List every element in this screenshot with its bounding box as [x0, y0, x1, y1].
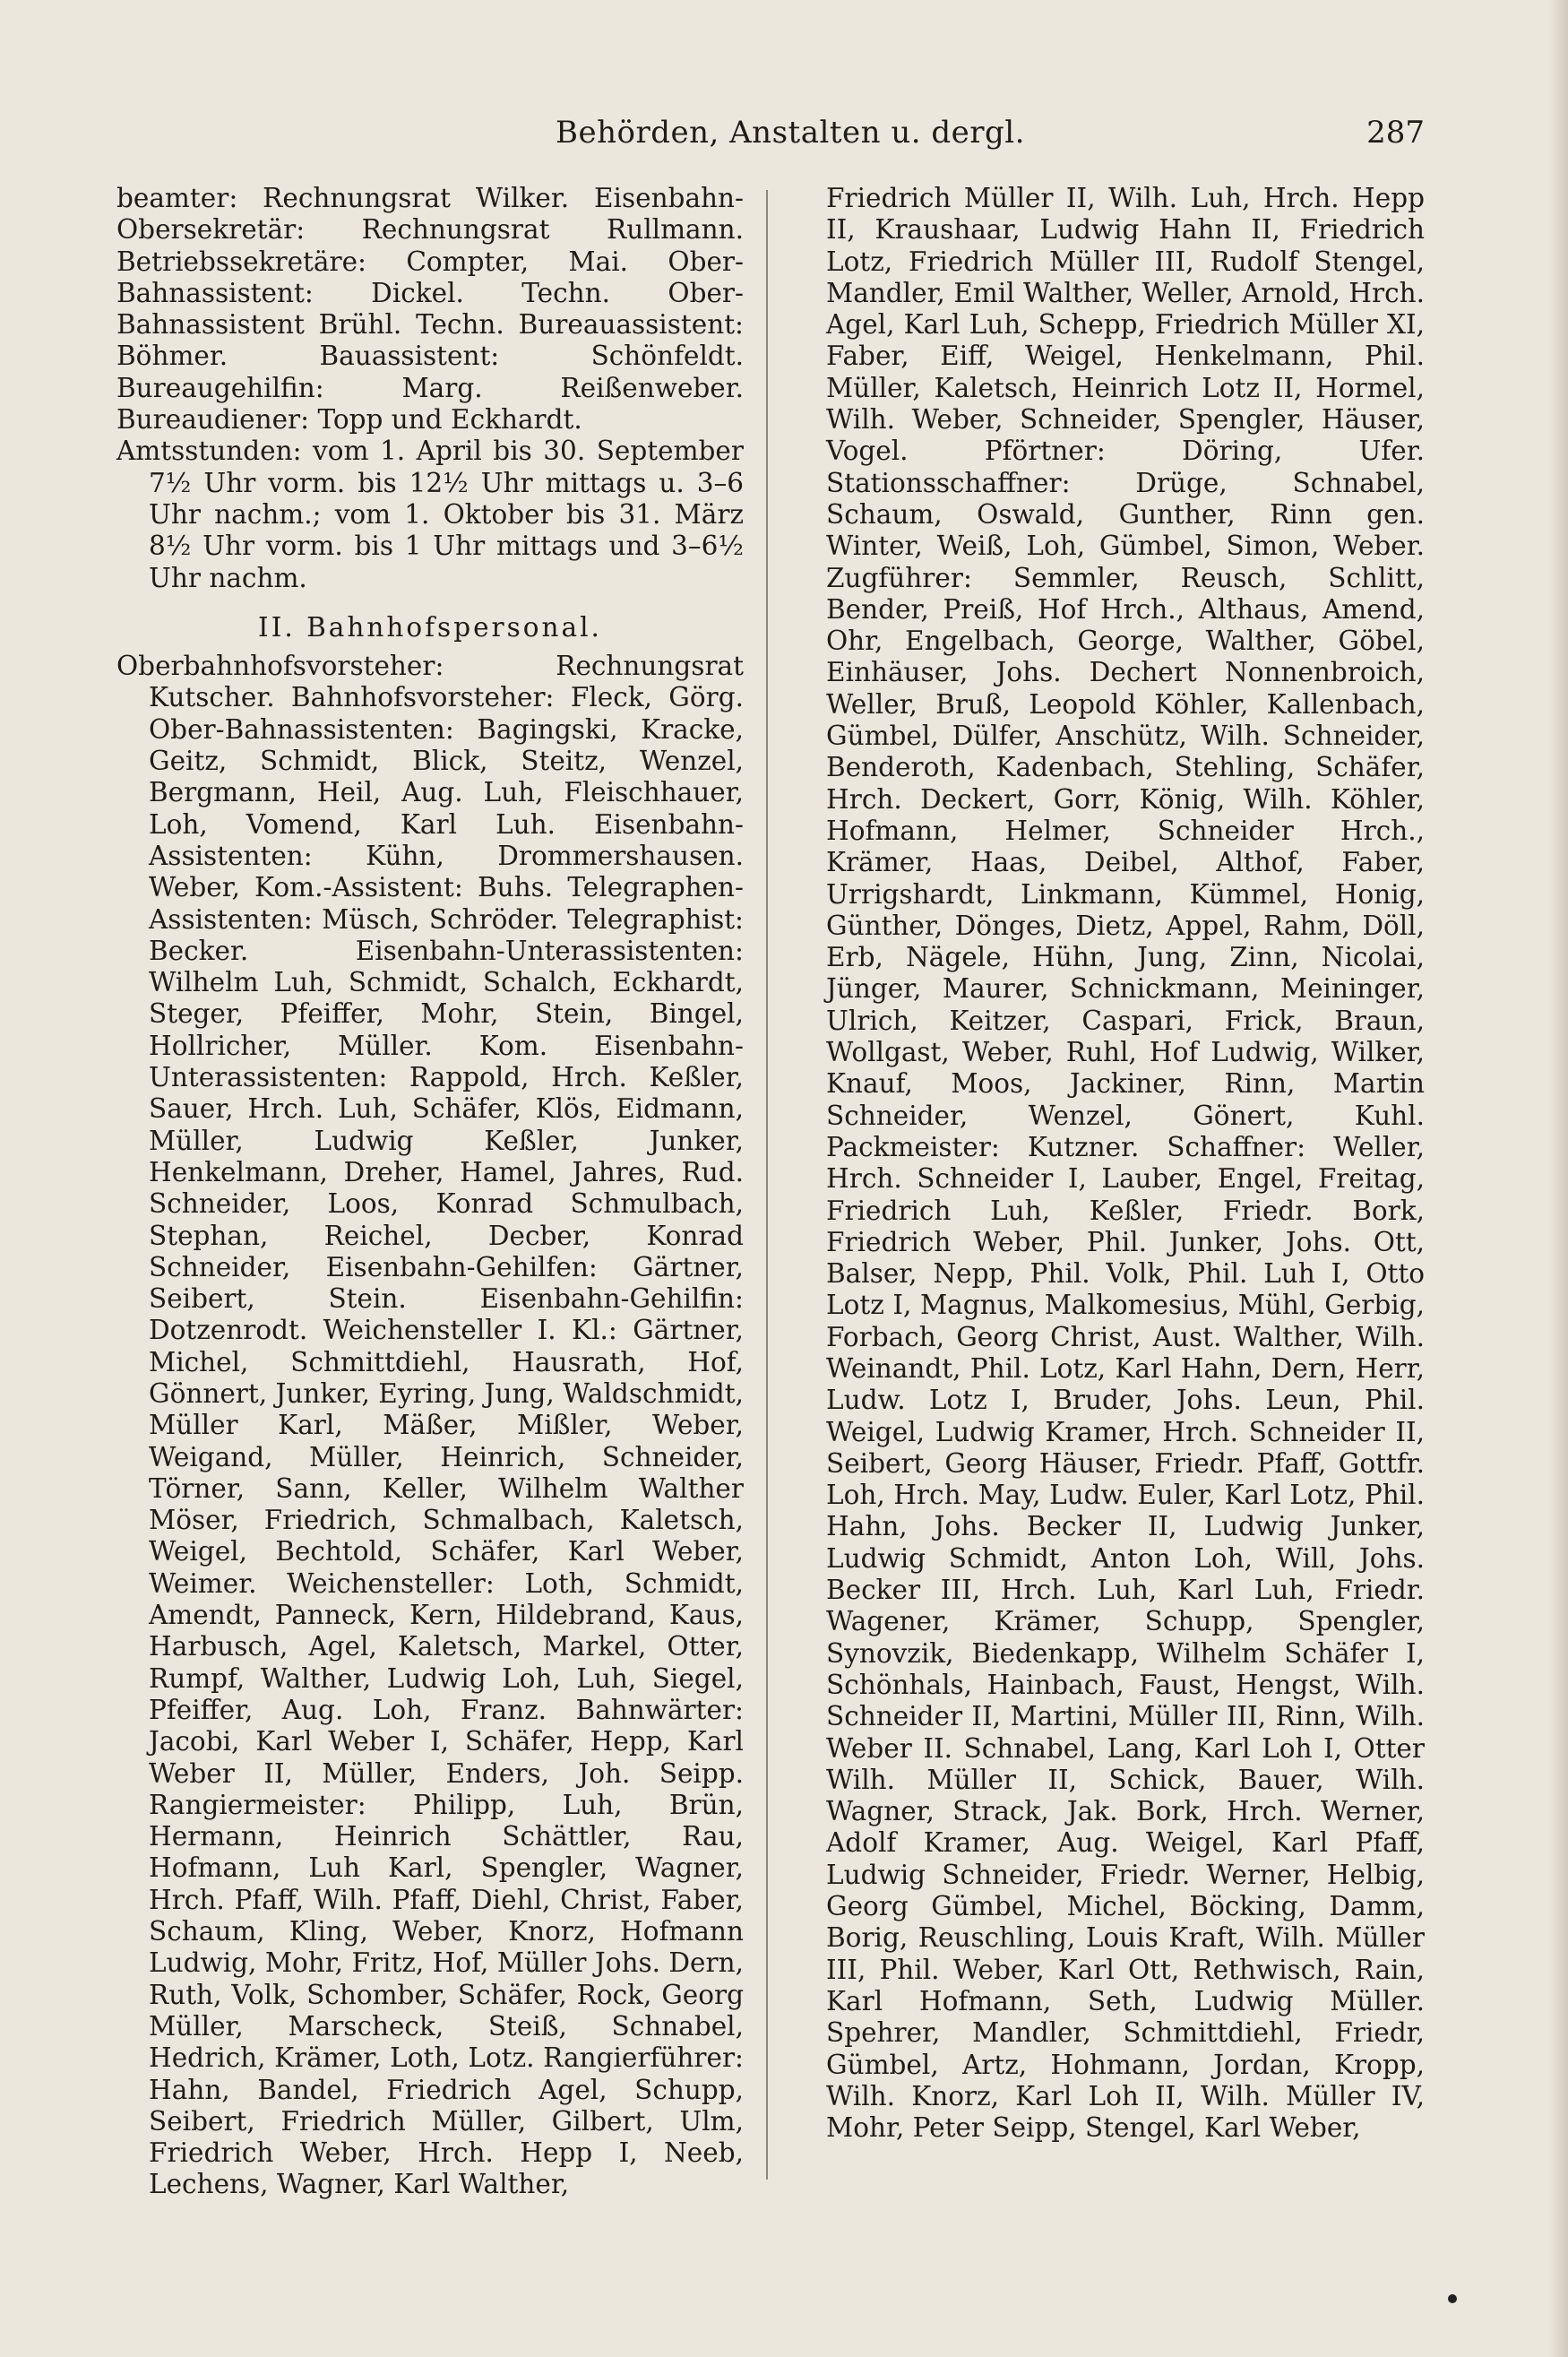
page-number: 287: [1366, 115, 1425, 151]
header-title: Behörden, Anstalten u. dergl.: [556, 115, 1025, 151]
page-edge-shadow: [1548, 0, 1568, 2357]
left-paragraph-station-personnel: Oberbahnhofsvorsteher: Rechnungsrat Kutscher. Bahnhofsvorsteher: Fleck, Görg. Ober-Bahnassistenten: Bagingski, Kracke, Geitz, Schmidt, Blick, Steitz, Wenzel, Bergmann, Heil, Aug. Luh, Fleischhauer, Loh, Vomend, Karl Luh. Eisenbahn-Assistenten: Kühn, Drommershausen. Weber, Kom.-Assistent: Buhs. Telegraphen-Assistenten: Müsch, Schröder. Telegraphist: Becker. Eisenbahn-Unterassistenten: Wilhelm Luh, Schmidt, Schalch, Eckhardt, Steger, Pfeiffer, Mohr, Stein, Bingel, Hollricher, Müller. Kom. Eisenbahn-Unterassistenten: Rappold, Hrch. Keßler, Sauer, Hrch. Luh, Schäfer, Klös, Eidmann, Müller, Ludwig Keßler, Junker, Henkelmann, Dreher, Hamel, Jahres, Rud. Schneider, Loos, Konrad Schmulbach, Stephan, Reichel, Decber, Konrad Schneider, Eisenbahn-Gehilfen: Gärtner, Seibert, Stein. Eisenbahn-Gehilfin: Dotzenrodt. Weichensteller I. Kl.: Gärtner, Michel, Schmittdiehl, Hausrath, Hof, Gönnert, Junker, Eyring, Jung, Waldschmidt, Müller Karl, Mäßer, Mißler, Weber, Weigand, Müller, Heinrich, Schneider, Törner, Sann, Keller, Wilhelm Walther Möser, Friedrich, Schmalbach, Kaletsch, Weigel, Bechtold, Schäfer, Karl Weber, Weimer. Weichensteller: Loth, Schmidt, Amendt, Panneck, Kern, Hildebrand, Kaus, Harbusch, Agel, Kaletsch, Markel, Otter, Rumpf, Walther, Ludwig Loh, Luh, Siegel, Pfeiffer, Aug. Loh, Franz. Bahnwärter: Jacobi, Karl Weber I, Schäfer, Hepp, Karl Weber II, Müller, Enders, Joh. Seipp. Rangiermeister: Philipp, Luh, Brün, Hermann, Heinrich Schättler, Rau, Hofmann, Luh Karl, Spengler, Wagner, Hrch. Pfaff, Wilh. Pfaff, Diehl, Christ, Faber, Schaum, Kling, Weber, Knorz, Hofmann Ludwig, Mohr, Fritz, Hof, Müller Johs. Dern, Ruth, Volk, Schomber, Schäfer, Rock, Georg Müller, Marscheck, Steiß, Schnabel, Hedrich, Krämer, Loth, Lotz. Rangierführer: Hahn, Bandel, Friedrich Agel, Schupp, Seibert, Friedrich Müller, Gilbert, Ulm, Friedrich Weber, Hrch. Hepp I, Neeb, Lechens, Wagner, Karl Walther,: [116, 651, 744, 2200]
section-heading: II. Bahnhofspersonal.: [258, 611, 602, 643]
right-column: [826, 183, 1425, 2144]
left-paragraph-office-staff: beamter: Rechnungsrat Wilker. Eisenbahn-Obersekretär: Rechnungsrat Rullmann. Betriebssekretäre: Compter, Mai. Ober-Bahnassistent: Dickel. Techn. Ober-Bahnassistent Brühl. Techn. Bureauassistent: Böhmer. Bauassistent: Schönfeldt. Bureaugehilfin: Marg. Reißenweber. Bureaudiener: Topp und Eckhardt.: [116, 183, 744, 436]
left-column: [116, 183, 744, 2201]
ink-speck: [1448, 2294, 1457, 2303]
right-paragraph-personnel-list: Friedrich Müller II, Wilh. Luh, Hrch. Hepp II, Kraushaar, Ludwig Hahn II, Friedrich Lotz, Friedrich Müller III, Rudolf Stengel, Mandler, Emil Walther, Weller, Arnold, Hrch. Agel, Karl Luh, Schepp, Friedrich Müller XI, Faber, Eiff, Weigel, Henkelmann, Phil. Müller, Kaletsch, Heinrich Lotz II, Hormel, Wilh. Weber, Schneider, Spengler, Häuser, Vogel. Pförtner: Döring, Ufer. Stationsschaffner: Drüge, Schnabel, Schaum, Oswald, Gunther, Rinn gen. Winter, Weiß, Loh, Gümbel, Simon, Weber. Zugführer: Semmler, Reusch, Schlitt, Bender, Preiß, Hof Hrch., Althaus, Amend, Ohr, Engelbach, George, Walther, Göbel, Einhäuser, Johs. Dechert Nonnenbroich, Weller, Bruß, Leopold Köhler, Kallenbach, Gümbel, Dülfer, Anschütz, Wilh. Schneider, Benderoth, Kadenbach, Stehling, Schäfer, Hrch. Deckert, Gorr, König, Wilh. Köhler, Hofmann, Helmer, Schneider Hrch., Krämer, Haas, Deibel, Althof, Faber, Urrigshardt, Linkmann, Kümmel, Honig, Günther, Dönges, Dietz, Appel, Rahm, Döll, Erb, Nägele, Hühn, Jung, Zinn, Nicolai, Jünger, Maurer, Schnickmann, Meininger, Ulrich, Keitzer, Caspari, Frick, Braun, Wollgast, Weber, Ruhl, Hof Ludwig, Wilker, Knauf, Moos, Jackiner, Rinn, Martin Schneider, Wenzel, Gönert, Kuhl. Packmeister: Kutzner. Schaffner: Weller, Hrch. Schneider I, Lauber, Engel, Freitag, Friedrich Luh, Keßler, Friedr. Bork, Friedrich Weber, Phil. Junker, Johs. Ott, Balser, Nepp, Phil. Volk, Phil. Luh I, Otto Lotz I, Magnus, Malkomesius, Mühl, Gerbig, Forbach, Georg Christ, Aust. Walther, Wilh. Weinandt, Phil. Lotz, Karl Hahn, Dern, Herr, Ludw. Lotz I, Bruder, Johs. Leun, Phil. Weigel, Ludwig Kramer, Hrch. Schneider II, Seibert, Georg Häuser, Friedr. Pfaff, Gottfr. Loh, Hrch. May, Ludw. Euler, Karl Lotz, Phil. Hahn, Johs. Becker II, Ludwig Junker, Ludwig Schmidt, Anton Loh, Will, Johs. Becker III, Hrch. Luh, Karl Luh, Friedr. Wagener, Krämer, Schupp, Spengler, Synovzik, Biedenkapp, Wilhelm Schäfer I, Schönhals, Hainbach, Faust, Hengst, Wilh. Schneider II, Martini, Müller III, Rinn, Wilh. Weber II. Schnabel, Lang, Karl Loh I, Otter Wilh. Müller II, Schick, Bauer, Wilh. Wagner, Strack, Jak. Bork, Hrch. Werner, Adolf Kramer, Aug. Weigel, Karl Pfaff, Ludwig Schneider, Friedr. Werner, Helbig, Georg Gümbel, Michel, Böcking, Damm, Borig, Reuschling, Louis Kraft, Wilh. Müller III, Phil. Weber, Karl Ott, Rethwisch, Rain, Karl Hofmann, Seth, Ludwig Müller. Spehrer, Mandler, Schmittdiehl, Friedr, Gümbel, Artz, Hohmann, Jordan, Kropp, Wilh. Knorz, Karl Loh II, Wilh. Müller IV, Mohr, Peter Seipp, Stengel, Karl Weber,: [826, 183, 1425, 2144]
left-paragraph-office-hours: Amtsstunden: vom 1. April bis 30. September 7½ Uhr vorm. bis 12½ Uhr mittags u. 3–6 Uhr nachm.; vom 1. Oktober bis 31. März 8½ Uhr vorm. bis 1 Uhr mittags und 3–6½ Uhr nachm.: [116, 436, 744, 593]
column-divider: [766, 190, 768, 2180]
running-header: [116, 115, 1425, 168]
